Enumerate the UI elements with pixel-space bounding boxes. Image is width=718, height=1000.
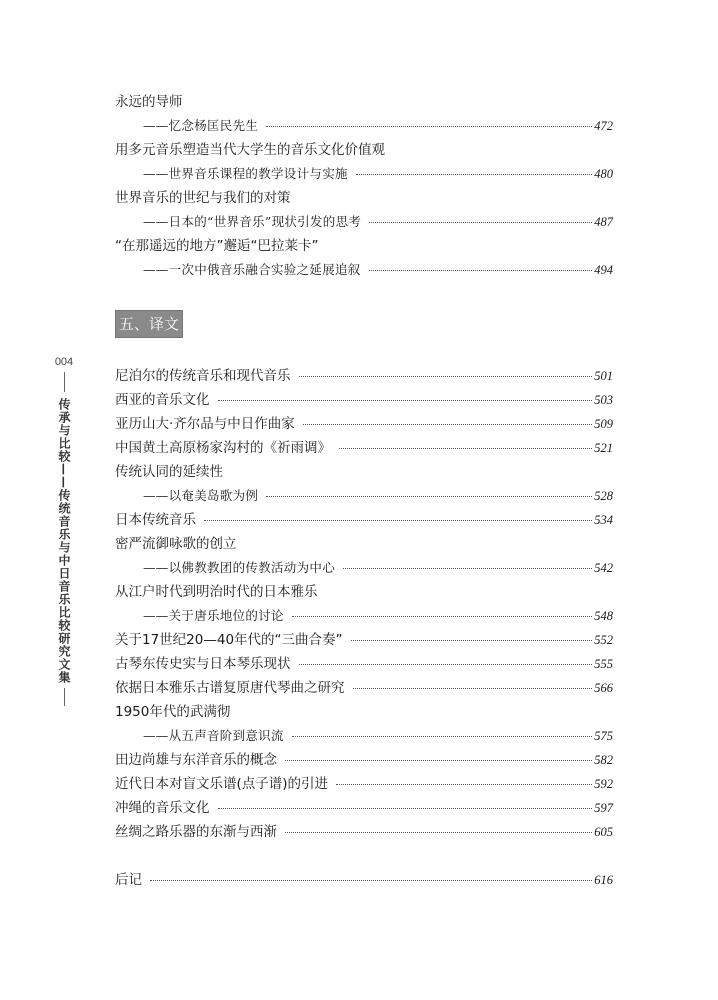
leader-dots <box>285 831 592 833</box>
entry-page: 542 <box>594 561 613 575</box>
leader-dots <box>218 807 593 809</box>
entry-page: 555 <box>594 657 613 671</box>
entry-title: 1950年代的武满彻 <box>115 704 231 720</box>
leader-dots <box>204 519 592 521</box>
toc-subentry[interactable] <box>143 258 613 282</box>
leader-dots <box>266 495 592 497</box>
entry-title: 依据日本雅乐古谱复原唐代琴曲之研究 <box>115 680 345 696</box>
entry-page: 616 <box>594 873 613 887</box>
entry-title: 用多元音乐塑造当代大学生的音乐文化价值观 <box>115 142 385 158</box>
entry-title: 田边尚雄与东洋音乐的概念 <box>115 752 277 768</box>
entry-page: 575 <box>594 729 613 743</box>
toc-entry[interactable] <box>115 652 613 676</box>
entry-subtitle: ——以奄美岛歌为例 <box>143 488 259 503</box>
toc-entry[interactable] <box>115 532 237 556</box>
entry-page: 503 <box>594 393 613 407</box>
side-page-number: 004 <box>54 356 74 368</box>
toc-subentry[interactable] <box>143 556 613 580</box>
entry-title: 从江户时代到明治时代的日本雅乐 <box>115 584 318 600</box>
entry-page: 494 <box>594 263 613 277</box>
entry-title: 冲绳的音乐文化 <box>115 800 210 816</box>
leader-dots <box>303 423 592 425</box>
leader-dots <box>292 615 592 617</box>
entry-page: 552 <box>594 633 613 647</box>
entry-title: 亚历山大·齐尔品与中日作曲家 <box>115 416 295 432</box>
entry-page: 548 <box>594 609 613 623</box>
side-book-title: 传承与比较——传统音乐与中日音乐比较研究文集 <box>57 398 71 684</box>
toc-entry[interactable] <box>115 772 613 796</box>
entry-subtitle: ——世界音乐课程的教学设计与实施 <box>143 166 348 181</box>
entry-page: 534 <box>594 513 613 527</box>
leader-dots <box>266 125 592 127</box>
toc-subentry[interactable] <box>143 484 613 508</box>
entry-title: 中国黄土高原杨家沟村的《祈雨调》 <box>115 440 331 456</box>
entry-subtitle: ——关于唐乐地位的讨论 <box>143 608 284 623</box>
entry-subtitle: ——一次中俄音乐融合实验之延展追叙 <box>143 262 361 277</box>
entry-subtitle: ——日本的“世界音乐”现状引发的思考 <box>143 214 362 229</box>
entry-title: 密严流御咏歌的创立 <box>115 536 237 552</box>
toc-entry[interactable] <box>115 186 291 210</box>
entry-page: 501 <box>594 369 613 383</box>
toc-entry[interactable] <box>115 460 223 484</box>
toc-subentry[interactable] <box>143 162 613 186</box>
entry-page: 566 <box>594 681 613 695</box>
toc-entry[interactable] <box>115 628 613 652</box>
leader-dots <box>299 375 593 377</box>
leader-dots <box>353 687 593 689</box>
toc-entry[interactable] <box>115 412 613 436</box>
toc-entry[interactable] <box>115 436 613 460</box>
entry-title: 后记 <box>115 872 142 888</box>
entry-subtitle: ——从五声音阶到意识流 <box>143 728 284 743</box>
leader-dots <box>292 735 592 737</box>
entry-title: “在那遥远的地方”邂逅“巴拉莱卡” <box>115 238 319 254</box>
entry-page: 480 <box>594 167 613 181</box>
entry-page: 487 <box>594 215 613 229</box>
toc-entry[interactable] <box>115 138 385 162</box>
entry-title: 日本传统音乐 <box>115 512 196 528</box>
toc-entry-afterword[interactable] <box>115 868 613 892</box>
leader-dots <box>299 663 593 665</box>
entry-title: 近代日本对盲文乐谱(点子谱)的引进 <box>115 776 329 792</box>
entry-page: 521 <box>594 441 613 455</box>
leader-dots <box>336 783 592 785</box>
entry-subtitle: ——以佛教教团的传教活动为中心 <box>143 560 336 575</box>
toc-entry[interactable] <box>115 580 318 604</box>
entry-title: 西亚的音乐文化 <box>115 392 210 408</box>
entry-page: 582 <box>594 753 613 767</box>
leader-dots <box>369 221 592 223</box>
entry-title: 关于17世纪20—40年代的“三曲合奏” <box>115 632 343 648</box>
leader-dots <box>351 639 593 641</box>
section-heading: 五、译文 <box>115 310 183 338</box>
leader-dots <box>150 879 592 881</box>
entry-page: 597 <box>594 801 613 815</box>
toc-entry[interactable] <box>115 234 318 258</box>
toc-entry[interactable] <box>115 90 183 114</box>
toc-entry[interactable] <box>115 796 613 820</box>
toc-entry[interactable] <box>115 700 230 724</box>
toc-entry[interactable] <box>115 388 613 412</box>
toc-subentry[interactable] <box>143 114 613 138</box>
toc-subentry[interactable] <box>143 724 613 748</box>
leader-dots <box>343 567 592 569</box>
toc-entry[interactable] <box>115 820 613 844</box>
entry-page: 528 <box>594 489 613 503</box>
leader-dots <box>285 759 592 761</box>
entry-title: 古琴东传史实与日本琴乐现状 <box>115 656 291 672</box>
leader-dots <box>218 399 593 401</box>
toc-entry[interactable] <box>115 364 613 388</box>
entry-title: 永远的导师 <box>115 94 183 110</box>
leader-dots <box>369 269 593 271</box>
entry-page: 472 <box>594 119 613 133</box>
entry-page: 509 <box>594 417 613 431</box>
entry-title: 世界音乐的世纪与我们的对策 <box>115 190 291 206</box>
toc-subentry[interactable] <box>143 604 613 628</box>
leader-dots <box>339 447 592 449</box>
entry-title: 传统认同的延续性 <box>115 464 223 480</box>
entry-title: 尼泊尔的传统音乐和现代音乐 <box>115 368 291 384</box>
toc-entry[interactable] <box>115 508 613 532</box>
entry-title: 丝绸之路乐器的东渐与西渐 <box>115 824 277 840</box>
entry-page: 605 <box>594 825 613 839</box>
toc-entry[interactable] <box>115 676 613 700</box>
leader-dots <box>356 173 592 175</box>
entry-subtitle: ——忆念杨匡民先生 <box>143 118 259 133</box>
toc-entry[interactable] <box>115 748 613 772</box>
toc-subentry[interactable] <box>143 210 613 234</box>
entry-page: 592 <box>594 777 613 791</box>
